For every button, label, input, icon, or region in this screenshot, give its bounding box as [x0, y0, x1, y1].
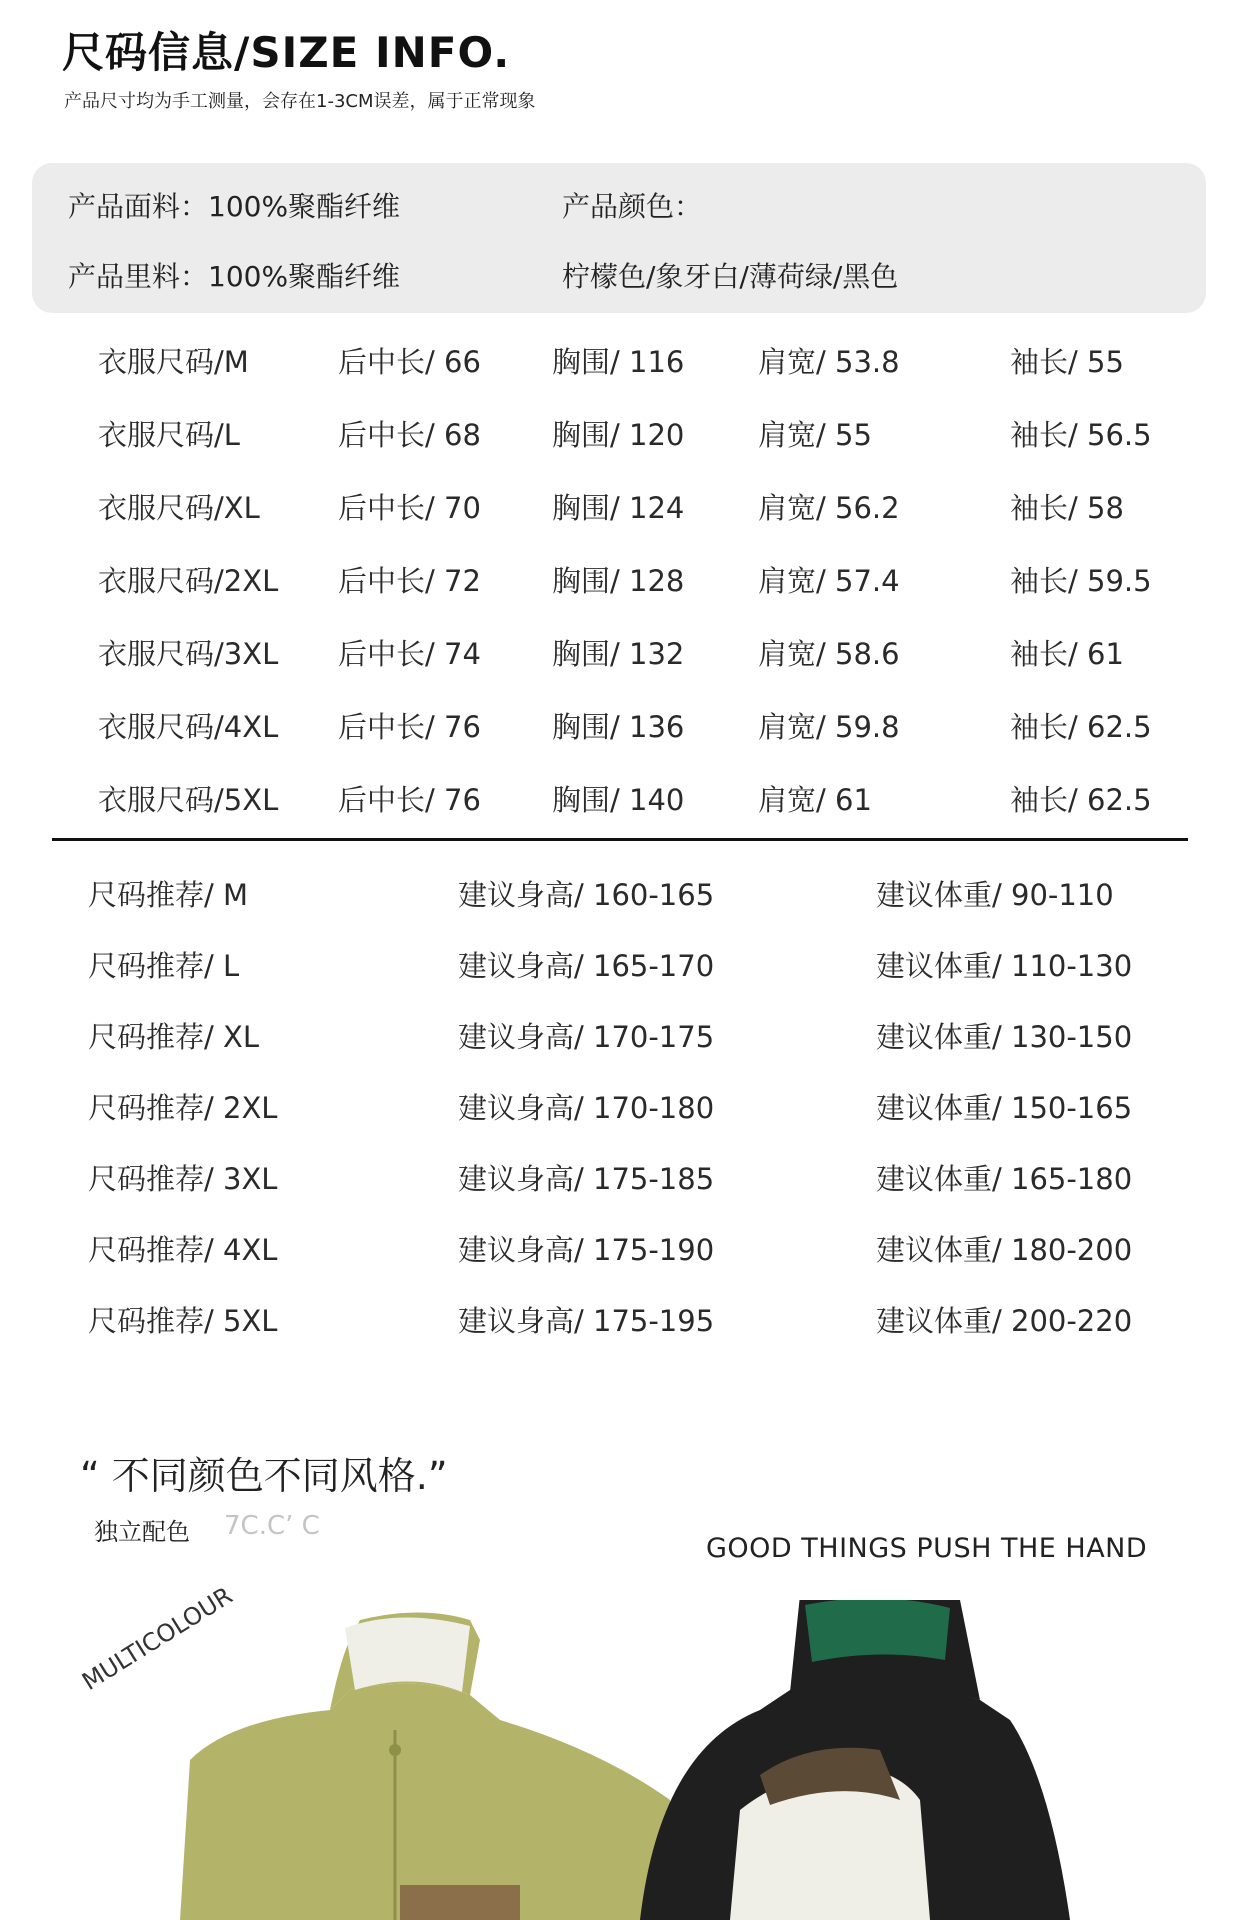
recommended-weight: 建议体重/ 200-220 — [876, 1304, 1133, 1338]
recommended-size: 尺码推荐/ M — [88, 878, 249, 912]
size-label: 衣服尺码/XL — [98, 491, 260, 525]
shoulder: 肩宽/ 56.2 — [758, 491, 900, 525]
recommended-weight: 建议体重/ 150-165 — [876, 1091, 1133, 1125]
slogan: GOOD THINGS PUSH THE HAND — [706, 1533, 1148, 1564]
recommended-weight: 建议体重/ 130-150 — [876, 1020, 1133, 1054]
back-length: 后中长/ 76 — [338, 710, 481, 744]
shoulder: 肩宽/ 59.8 — [758, 710, 900, 744]
chest: 胸围/ 140 — [552, 783, 685, 817]
sleeve: 袖长/ 62.5 — [1010, 783, 1152, 817]
recommended-size: 尺码推荐/ L — [88, 949, 240, 983]
back-length: 后中长/ 72 — [338, 564, 481, 598]
size-row — [0, 413, 1240, 473]
back-length: 后中长/ 74 — [338, 637, 481, 671]
chest: 胸围/ 124 — [552, 491, 685, 525]
recommended-weight: 建议体重/ 90-110 — [876, 878, 1114, 912]
sleeve: 袖长/ 61 — [1010, 637, 1124, 671]
size-row — [0, 486, 1240, 546]
size-label: 衣服尺码/M — [98, 345, 249, 379]
recommendation-row — [0, 1015, 1240, 1075]
style-quote: “ 不同颜色不同风格.” — [80, 1454, 448, 1498]
size-label: 衣服尺码/2XL — [98, 564, 279, 598]
shoulder: 肩宽/ 61 — [758, 783, 872, 817]
chest: 胸围/ 120 — [552, 418, 685, 452]
jacket-product-photo — [0, 1600, 1240, 1920]
size-row — [0, 632, 1240, 692]
size-label: 衣服尺码/5XL — [98, 783, 279, 817]
recommendation-row — [0, 1228, 1240, 1288]
recommendation-row — [0, 873, 1240, 933]
chest: 胸围/ 116 — [552, 345, 685, 379]
multicolour-label: MULTICOLOUR — [77, 1581, 238, 1696]
recommended-height: 建议身高/ 170-175 — [458, 1020, 715, 1054]
recommended-size: 尺码推荐/ 4XL — [88, 1233, 278, 1267]
palette-code: 7C.C’ C — [224, 1511, 320, 1541]
size-row — [0, 778, 1240, 838]
sleeve: 袖长/ 55 — [1010, 345, 1124, 379]
section-divider — [52, 838, 1188, 841]
size-row — [0, 340, 1240, 400]
chest: 胸围/ 132 — [552, 637, 685, 671]
shoulder: 肩宽/ 57.4 — [758, 564, 900, 598]
lining-info: 产品里料：100%聚酯纤维 — [68, 260, 401, 293]
lemon-jacket — [180, 1613, 690, 1920]
size-label: 衣服尺码/4XL — [98, 710, 279, 744]
recommendation-row — [0, 1086, 1240, 1146]
recommended-size: 尺码推荐/ 3XL — [88, 1162, 278, 1196]
recommended-height: 建议身高/ 170-180 — [458, 1091, 715, 1125]
shoulder: 肩宽/ 53.8 — [758, 345, 900, 379]
size-row — [0, 559, 1240, 619]
sleeve: 袖长/ 56.5 — [1010, 418, 1152, 452]
recommendation-row — [0, 944, 1240, 1004]
size-label: 衣服尺码/3XL — [98, 637, 279, 671]
recommended-height: 建议身高/ 175-185 — [458, 1162, 715, 1196]
size-row — [0, 705, 1240, 765]
recommended-weight: 建议体重/ 110-130 — [876, 949, 1133, 983]
color-list: 柠檬色/象牙白/薄荷绿/黑色 — [562, 260, 899, 293]
recommended-height: 建议身高/ 165-170 — [458, 949, 715, 983]
black-jacket — [640, 1600, 1070, 1920]
back-length: 后中长/ 68 — [338, 418, 481, 452]
recommendation-row — [0, 1157, 1240, 1217]
material-info-panel — [32, 163, 1206, 313]
sleeve: 袖长/ 58 — [1010, 491, 1124, 525]
fabric-info: 产品面料：100%聚酯纤维 — [68, 190, 401, 223]
palette-label: 独立配色 — [94, 1518, 190, 1546]
back-length: 后中长/ 76 — [338, 783, 481, 817]
sleeve: 袖长/ 59.5 — [1010, 564, 1152, 598]
sleeve: 袖长/ 62.5 — [1010, 710, 1152, 744]
recommended-height: 建议身高/ 175-190 — [458, 1233, 715, 1267]
size-label: 衣服尺码/L — [98, 418, 240, 452]
recommended-weight: 建议体重/ 165-180 — [876, 1162, 1133, 1196]
page-title: 尺码信息/SIZE INFO. — [62, 28, 511, 77]
recommended-weight: 建议体重/ 180-200 — [876, 1233, 1133, 1267]
measurement-note: 产品尺寸均为手工测量，会存在1-3CM误差，属于正常现象 — [64, 91, 536, 112]
recommendation-row — [0, 1299, 1240, 1359]
back-length: 后中长/ 70 — [338, 491, 481, 525]
recommended-height: 建议身高/ 160-165 — [458, 878, 715, 912]
color-label: 产品颜色： — [562, 190, 703, 223]
recommended-size: 尺码推荐/ 5XL — [88, 1304, 278, 1338]
chest: 胸围/ 128 — [552, 564, 685, 598]
recommended-size: 尺码推荐/ XL — [88, 1020, 260, 1054]
shoulder: 肩宽/ 55 — [758, 418, 872, 452]
recommended-size: 尺码推荐/ 2XL — [88, 1091, 278, 1125]
back-length: 后中长/ 66 — [338, 345, 481, 379]
chest: 胸围/ 136 — [552, 710, 685, 744]
shoulder: 肩宽/ 58.6 — [758, 637, 900, 671]
recommended-height: 建议身高/ 175-195 — [458, 1304, 715, 1338]
